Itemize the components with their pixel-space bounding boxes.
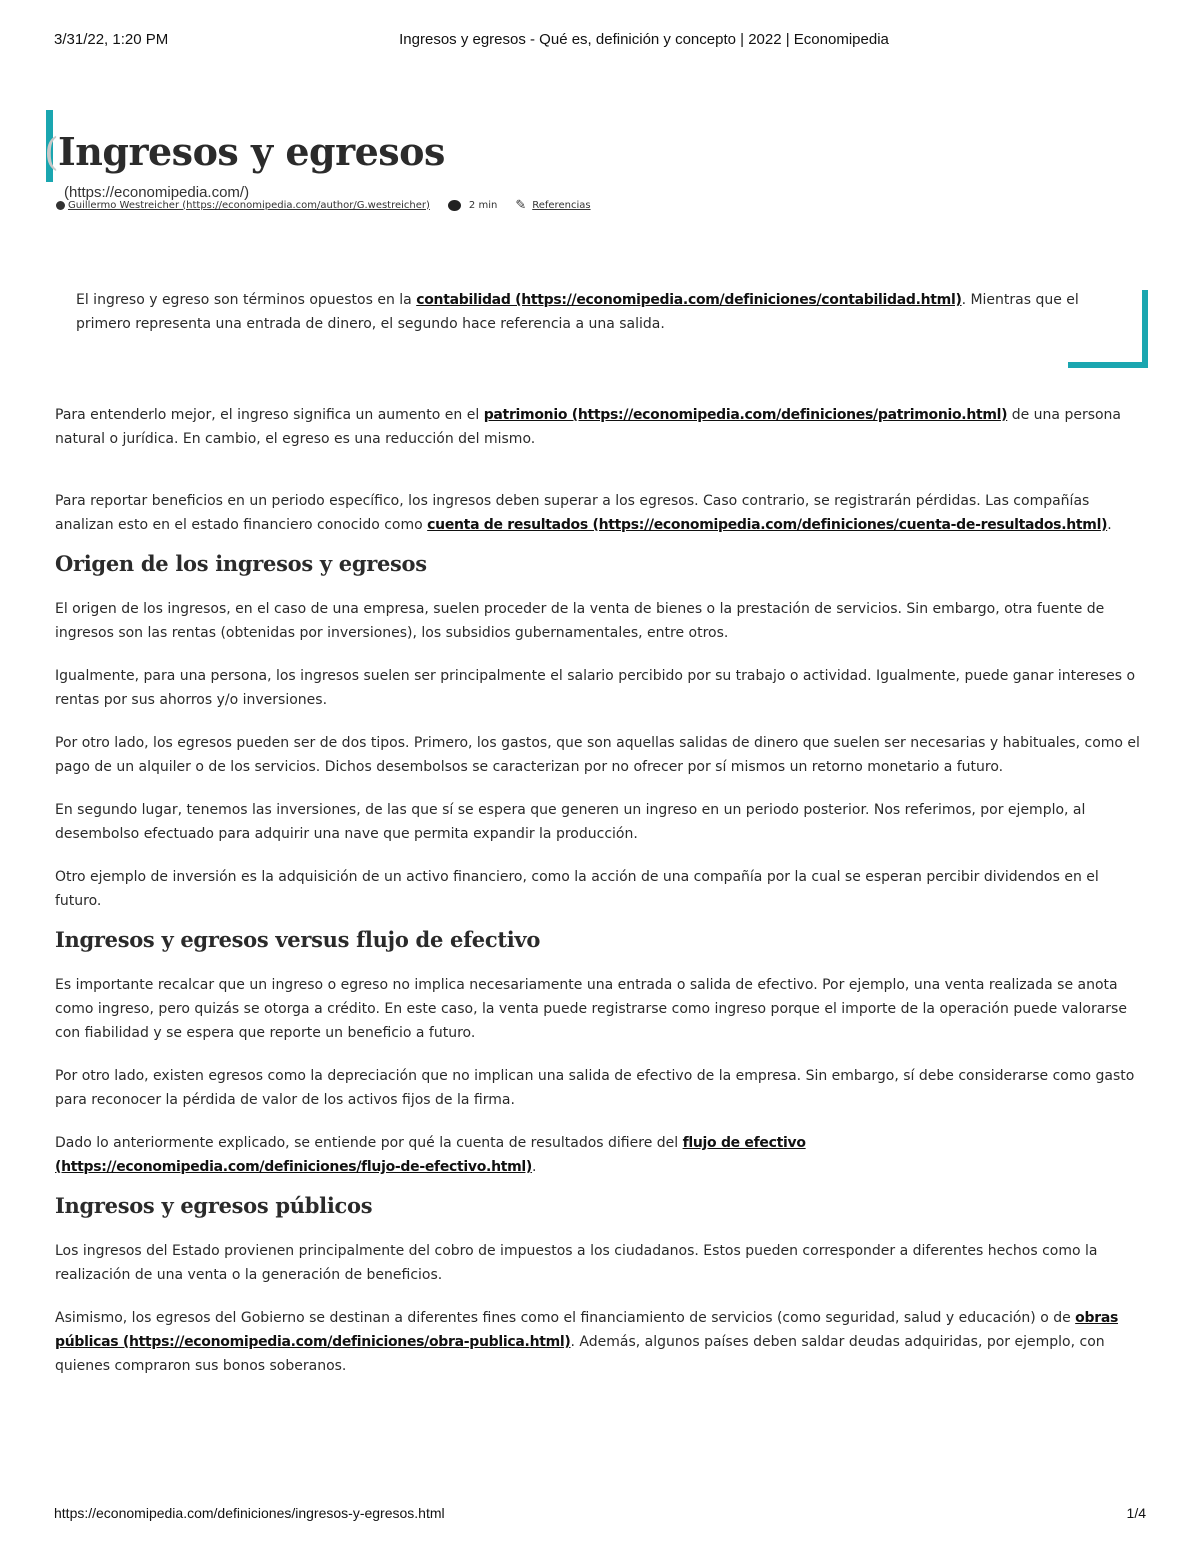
- article-body: [55, 403, 1145, 1397]
- patrimonio-link[interactable]: patrimonio (https://economipedia.com/definiciones/patrimonio.html): [483, 407, 1008, 423]
- section-heading: Ingresos y egresos versus flujo de efectivo: [55, 927, 541, 952]
- home-link[interactable]: (https://economipedia.com/): [64, 184, 250, 201]
- contabilidad-link[interactable]: contabilidad (https://economipedia.com/definiciones/contabilidad.html): [416, 292, 962, 308]
- pencil-icon: ✎: [515, 197, 527, 213]
- intro-callout: [76, 288, 1126, 336]
- paragraph: En segundo lugar, tenemos las inversiones, de las que sí se espera que generen un ingreso en un periodo posterior. Nos referimos, por ejemplo, al desembolso efectuado para adquirir una nave que permita expandir la producción.: [55, 802, 1086, 842]
- paragraph: Para entenderlo mejor, el ingreso significa un aumento en el patrimonio (https://economipedia.com/definiciones/patrimonio.html) de una persona natural o jurídica. En cambio, el egreso es una reducción del mismo.: [55, 407, 1122, 447]
- title-paren: (: [44, 130, 59, 174]
- paragraph: Igualmente, para una persona, los ingresos suelen ser principalmente el salario percibido por su trabajo o actividad. Igualmente, puede ganar intereses o rentas por sus ahorros y/o inversiones.: [55, 668, 1136, 708]
- paragraph: Por otro lado, existen egresos como la depreciación que no implican una salida de efectivo de la empresa. Sin embargo, sí debe considerarse como gasto para reconocer la pérdida de valor de los activos fijos de la firma.: [55, 1068, 1135, 1108]
- read-time-label: 2 min: [468, 199, 498, 211]
- section-heading: Ingresos y egresos públicos: [55, 1193, 373, 1218]
- references[interactable]: [515, 198, 590, 213]
- user-icon: [56, 201, 65, 210]
- paragraph: Asimismo, los egresos del Gobierno se destinan a diferentes fines como el financiamiento de servicios (como seguridad, salud y educación) o de obras públicas (https://economipedia.com/definiciones/obra-publica.html). Además, algunos países deben saldar deudas adquiridas, por ejemplo, con quienes compraron sus bonos soberanos.: [55, 1310, 1118, 1374]
- clock-icon: [448, 200, 461, 211]
- print-page-title: Ingresos y egresos - Qué es, definición y concepto | 2022 | Economipedia: [399, 31, 889, 48]
- paragraph: Dado lo anteriormente explicado, se entiende por qué la cuenta de resultados difiere del flujo de efectivo (https://economipedia.com/definiciones/flujo-de-efectivo.html).: [55, 1135, 806, 1175]
- print-datetime: 3/31/22, 1:20 PM: [54, 31, 169, 48]
- paragraph: Otro ejemplo de inversión es la adquisición de un activo financiero, como la acción de una compañía por la cual se esperan percibir dividendos en el futuro.: [55, 869, 1099, 909]
- cuenta-resultados-link[interactable]: cuenta de resultados (https://economipedia.com/definiciones/cuenta-de-resultados.html): [427, 517, 1108, 533]
- print-url: https://economipedia.com/definiciones/ingresos-y-egresos.html: [54, 1505, 445, 1521]
- flujo-efectivo-link[interactable]: flujo de efectivo (https://economipedia.com/definiciones/flujo-de-efectivo.html): [55, 1135, 806, 1175]
- paragraph: Es importante recalcar que un ingreso o egreso no implica necesariamente una entrada o salida de efectivo. Por ejemplo, una venta realizada se anota como ingreso, pero quizás se otorga a crédito. En este caso, la venta puede registrarse como ingreso porque el importe de la operación puede valorarse con fiabilidad y se espera que reporte un beneficio a futuro.: [55, 977, 1127, 1041]
- article-meta: [56, 197, 591, 213]
- read-time: [448, 200, 497, 211]
- page-title: Ingresos y egresos: [58, 129, 445, 174]
- obras-publicas-link[interactable]: obras públicas (https://economipedia.com/definiciones/obra-publica.html): [55, 1310, 1118, 1350]
- callout-text: El ingreso y egreso son términos opuestos en la contabilidad (https://economipedia.com/definiciones/contabilidad.html). Mientras que el primero representa una entrada de dinero, el segundo hace referencia a una salida.: [76, 292, 1079, 332]
- author-link[interactable]: Guillermo Westreicher (https://economipedia.com/author/G.westreicher): [68, 199, 430, 211]
- page-number: 1/4: [1126, 1505, 1146, 1521]
- paragraph: Por otro lado, los egresos pueden ser de dos tipos. Primero, los gastos, que son aquellas salidas de dinero que suelen ser necesarias y habituales, como el pago de un alquiler o de los servicios. Dichos desembolsos se caracterizan por no ofrecer por sí mismos un retorno monetario a futuro.: [55, 735, 1140, 775]
- paragraph: El origen de los ingresos, en el caso de una empresa, suelen proceder de la venta de bienes o la prestación de servicios. Sin embargo, otra fuente de ingresos son las rentas (obtenidas por inversiones), los subsidios gubernamentales, entre otros.: [55, 601, 1105, 641]
- print-header: [0, 31, 1200, 51]
- paragraph: Para reportar beneficios en un periodo específico, los ingresos deben superar a los egresos. Caso contrario, se registrarán pérdidas. Las compañías analizan esto en el estado financiero conocido como cuenta de resultados (https://economipedia.com/definiciones/cuenta-de-resultados.html).: [55, 493, 1112, 533]
- section-heading: Origen de los ingresos y egresos: [55, 551, 427, 576]
- paragraph: Los ingresos del Estado provienen principalmente del cobro de impuestos a los ciudadanos. Estos pueden corresponder a diferentes hechos como la realización de una venta o la generación de beneficios.: [55, 1243, 1098, 1283]
- references-link[interactable]: Referencias: [532, 199, 591, 211]
